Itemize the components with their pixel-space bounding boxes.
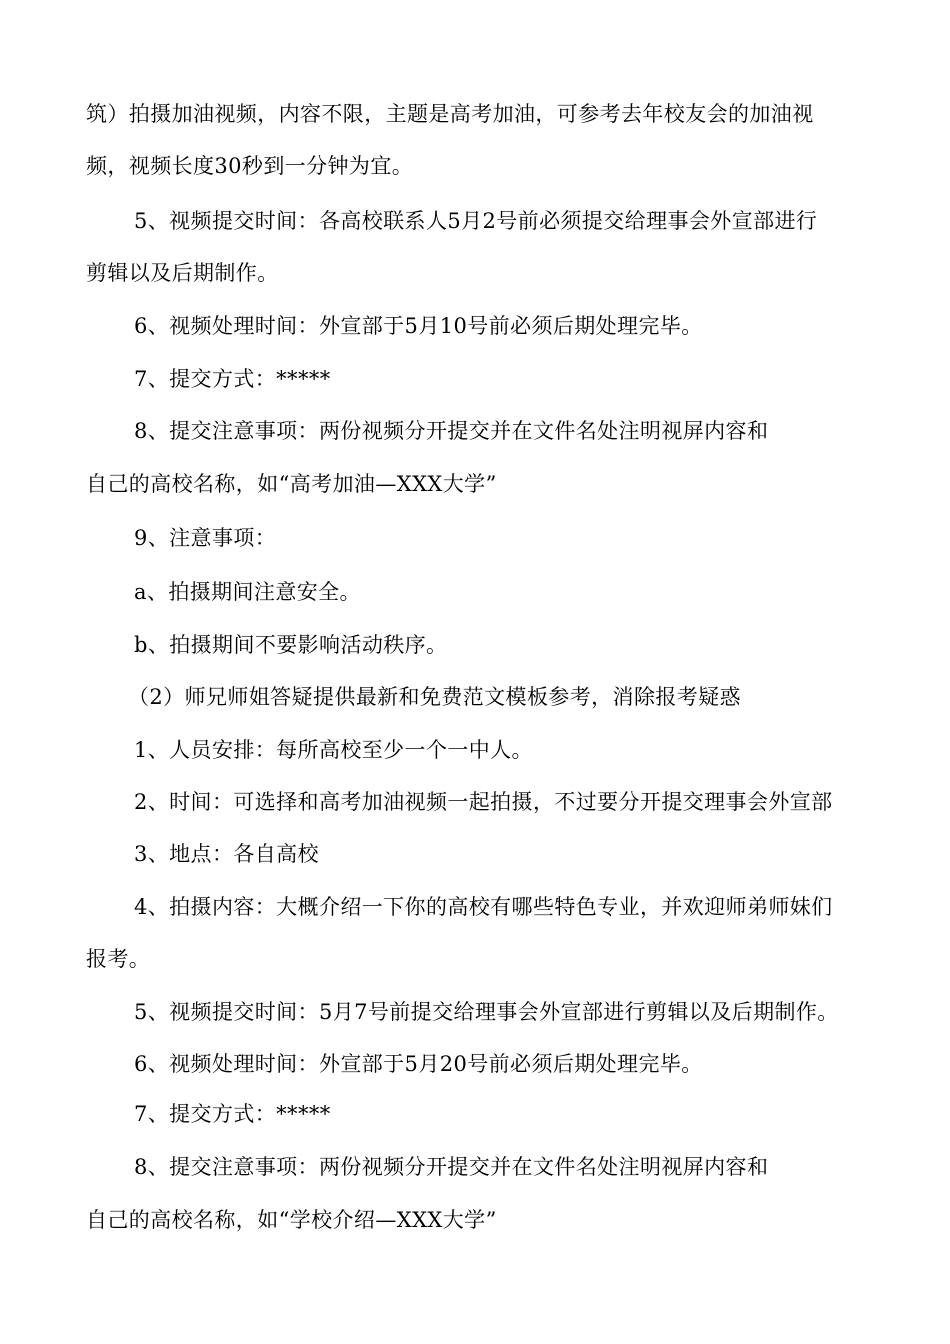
text-line: 自己的高校名称，如“高考加油—XXX大学” [86, 472, 497, 496]
text-line: 8、提交注意事项：两份视频分开提交并在文件名处注明视屏内容和 [134, 419, 769, 443]
text-line: 6、视频处理时间：外宣部于5月20号前必须后期处理完毕。 [134, 1052, 703, 1076]
text-line: 1、人员安排：每所高校至少一个一中人。 [134, 738, 533, 762]
text-line: 5、视频提交时间：各高校联系人5月2号前必须提交给理事会外宣部进行 [134, 209, 818, 233]
text-line: 4、拍摄内容：大概介绍一下你的高校有哪些特色专业，并欢迎师弟师妹们 [134, 895, 833, 919]
text-line: b、拍摄期间不要影响活动秩序。 [134, 633, 448, 657]
text-line: a、拍摄期间注意安全。 [134, 580, 361, 604]
text-line: 自己的高校名称，如“学校介绍—XXX大学” [86, 1208, 497, 1232]
text-line: 8、提交注意事项：两份视频分开提交并在文件名处注明视屏内容和 [134, 1155, 769, 1179]
text-line: 6、视频处理时间：外宣部于5月10号前必须后期处理完毕。 [134, 314, 703, 338]
text-line: 7、提交方式：***** [134, 367, 331, 391]
text-line: 报考。 [86, 947, 151, 971]
text-line: 2、时间：可选择和高考加油视频一起拍摄，不过要分开提交理事会外宣部 [134, 790, 833, 814]
text-line: 筑）拍摄加油视频，内容不限，主题是高考加油，可参考去年校友会的加油视 [86, 102, 814, 126]
section-heading: （2）师兄师姐答疑提供最新和免费范文模板参考，消除报考疑惑 [128, 685, 741, 709]
text-line: 频，视频长度30秒到一分钟为宜。 [86, 154, 414, 178]
text-line: 5、视频提交时间：5月7号前提交给理事会外宣部进行剪辑以及后期制作。 [134, 1000, 839, 1024]
text-line: 剪辑以及后期制作。 [86, 261, 279, 285]
text-line: 7、提交方式：***** [134, 1102, 331, 1126]
text-line: 3、地点：各自高校 [134, 842, 319, 866]
text-line: 9、注意事项： [134, 526, 277, 550]
